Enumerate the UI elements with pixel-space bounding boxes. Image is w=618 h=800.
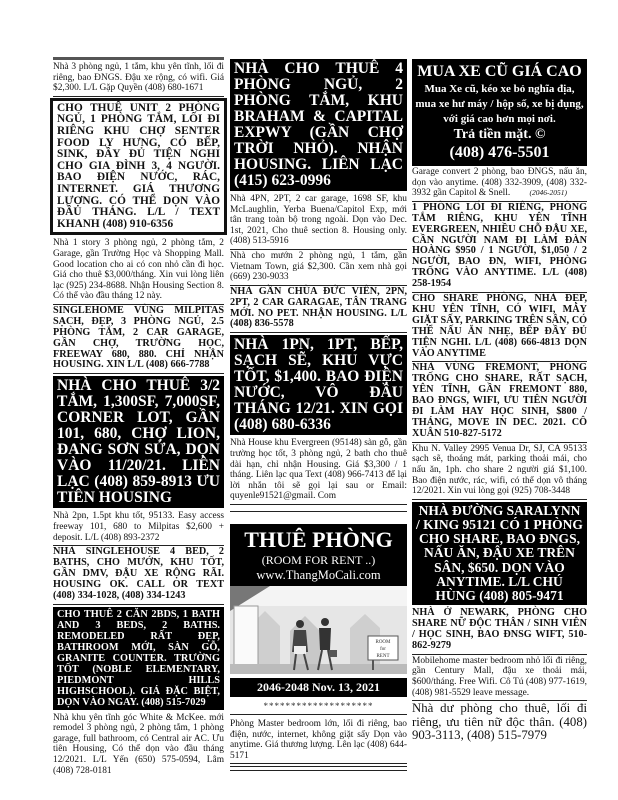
classified-ad: NHÀ SINGLEHOUSE 4 BED, 2 BATHS, CHO MƯỚN, KHU TỐT, GẦN DMV, ĐẬU XE RỘNG RÃI. HOUSING OK. CALL OR TEXT (408) 334-1028, (408) 334-1243 (53, 546, 224, 605)
classified-ad: Mobilehome master bedroom nhỏ lối đi riêng, gần Century Mall, đậu xe thoải mái, $600/tháng. Free Wifi. Cô Tú (408) 977-1619, (408) 981-5529 leave message. (412, 655, 587, 701)
classified-ad: CHO THUÊ UNIT 2 PHÒNG NGỦ, 1 PHÒNG TẮM, LỐI ĐI RIÊNG KHU CHỢ SENTER FOOD LY HƯNG, CÓ BẾP, SINK, ĐẦY ĐỦ TIỆN NGHI CHO GIA ĐÌNH 3, 4 NGƯỜI. BAO ĐIỆN NƯỚC, RÁC, INTERNET. GIÁ THƯƠNG LƯỢNG. CÓ THỂ DỌN VÀO ĐẦU THÁNG. L/L / TEXT KHANH (408) 910-6356 (50, 98, 227, 236)
classified-ad: 1 PHÒNG LỐI ĐI RIÊNG, PHÒNG TẮM RIÊNG, KHU YÊN TĨNH EVERGREEN, NHIỀU CHỖ ĐẬU XE, CẦN NGƯỜI NAM ĐI LÀM ĐÀN HOÀNG $950 / 1 NGƯỜI, $1,050 / 2 NGƯỜI, BAO ĐN, WIFI, PHÒNG TRỐNG VÀO ANYTIME. L/L (408) 258-1954 (412, 202, 587, 293)
classified-ad: CHO SHARE PHÒNG, NHÀ ĐẸP, KHU YÊN TĨNH, CÓ WIFI, MÁY GIẶT SẤY, PARKING TRÊN SÂN, CÓ THỂ NẤU ĂN NHẸ, BẾP ĐẦY ĐỦ TIỆN NGHI. L/L (408) 666-4813 DỌN VÀO ANYTIME (412, 293, 587, 362)
car-ad-phone: (408) 476-5501 (449, 144, 550, 161)
column-left (53, 57, 224, 778)
classified-ad: Nhà House khu Evergreen (95148) sàn gỗ, gần trường học tốt, 3 phòng ngủ, 2 bath cho thuê dài hạn, chỉ nhận Housing. Giá $3,300 / 1 tháng. Liên lạc qua Text (408) 966-7413 để lại lời nhắn tôi sẽ gọi lại sau or Email: quyenle91521@gmail. Com (230, 437, 407, 505)
classified-ad: NHÀ 1PN, 1PT, BẾP, SẠCH SẼ, KHU VỰC TỐT, $1,400. BAO ĐIỆN NƯỚC, VÔ ĐẦU THÁNG 12/21. XIN GỌI (408) 680-6336 (230, 335, 407, 435)
column-right (412, 57, 587, 745)
divider (53, 57, 224, 60)
classified-ad: NHÀ Ở NEWARK, PHÒNG CHO SHARE NỮ ĐỘC THÂN / SINH VIÊN / HỌC SINH, BAO ĐNSG WIFT, 510-862-9279 (412, 607, 587, 655)
classified-ad: Nhà dư phòng cho thuê, lối đi riêng, ưu tiên nữ độc thân. (408) 903-3113, (408) 515-7979 (412, 701, 587, 743)
double-divider (230, 766, 407, 771)
classified-ad: NHÀ ĐƯỜNG SARALYNN / KING 95121 CÓ 1 PHÒNG CHO SHARE, BAO ĐNGS, NẤU ĂN, ĐẬU XE TRÊN SÂN, $650. DỌN VÀO ANYTIME. L/L CHÚ HÙNG (408) 805-9471 (412, 502, 587, 605)
classified-ad: NHÀ CHO THUÊ 4 PHÒNG NGỦ, 2 PHÒNG TẮM, KHU BRAHAM & CAPITAL EXPWY (GẦN CHỢ TRỜI NHỎ). NHẬN HOUSING. LIÊN LẠC (415) 623-0996 (230, 59, 407, 191)
classified-ad: NHÀ CHO THUÊ 3/2 TẮM, 1,300SF, 7,000SF, CORNER LOT, GẦN 101, 680, CHỢ LION, ĐANG SƠN SỬA, DỌN VÀO 11/20/21. LIÊN LẠC (408) 859-8913 ƯU TIÊN HOUSING (53, 376, 224, 508)
classified-ad: Nhà cho mướn 2 phòng ngủ, 1 tắm, gần Vietnam Town, giá $2,300. Cần xem nhà gọi (669) 230-9033 (230, 250, 407, 286)
classified-ad: NHÀ GẦN CHÙA ĐỨC VIÊN, 2PN, 2PT, 2 CAR GARAGAE, TÂN TRANG MỚI. NO PET. NHẬN HOUSING. L/L (408) 836-5578 (230, 286, 407, 334)
column-middle (230, 57, 407, 771)
classified-ad: Khu N. Valley 2995 Venua Dr, SJ, CA 95133 sạch sẽ, thoáng mát, parking thoải mái, cho nấu ăn, 1ph. cho share 2 người giá $1,100. Bao điện nước, rác, wifi, có thể dọn vô tháng 12/2021. Xin vui lòng gọi (925) 708-3448 (412, 443, 587, 500)
room-for-rent-illustration (230, 586, 407, 674)
stars-divider: ******************** (230, 701, 407, 715)
car-buying-ad (412, 59, 587, 166)
classified-ad: Nhà khu yên tĩnh góc White & McKee. mới remodel 3 phòng ngủ, 2 phòng tắm, 1 phòng garage, full bathroom, có Central air AC. Ưu tiên Housing, Có thể dọn vào đầu tháng 12/2021. L/L Yến (650) 575-0594, Lâm (408) 728-0181 (53, 712, 224, 776)
classified-ad (412, 166, 587, 202)
classified-ad: SINGLEHOME VÙNG MILPITAS SẠCH, ĐẸP, 3 PHÒNG NGỦ, 2.5 PHÒNG TẮM, 2 CAR GARAGE, GẦN CHỢ, TRƯỜNG HỌC, FREEWAY 680, 880. CHỈ NHẬN HOUSING. XIN L/L (408) 666-7788 (53, 305, 224, 374)
divider (230, 511, 407, 512)
ad-text: Garage convert 2 phòng, bao ĐNGS, nấu ăn, dọn vào anytime. (408) 332-3909, (408) 332-3932 gần Capitol & Snell. (412, 167, 587, 199)
sign-text: for (380, 646, 386, 652)
ad-code: (2046-2051) (529, 188, 567, 198)
classified-ad: NHÀ VÙNG FREMONT, PHÒNG TRỐNG CHO SHARE, RẤT SẠCH, YÊN TĨNH, GẦN FREMONT 880, BAO ĐNGS, WIFI, ƯU TIÊN NGƯỜI ĐI LÀM HAY HỌC SINH, $800 / THÁNG, MOVE IN DEC. 2021. CÔ XUÂN 510-827-5172 (412, 362, 587, 442)
classified-ad: Nhà 4PN, 2PT, 2 car garage, 1698 SF, khu McLaughlin, Yerba Buena/Capitol Exp, mới tân trang toàn bộ trong ngoài. Dọn vào Dec. 1st, 2021, Cho thuê section 8. Housing only. (408) 513-5916 (230, 193, 407, 250)
car-ad-title: MUA XE CŨ GIÁ CAO (417, 63, 582, 80)
classified-ad: Nhà 2pn, 1.5pt khu tốt, 95133. Easy access freeway 101, 680 to Milpitas $2,600 + deposit. L/L (408) 893-2372 (53, 510, 224, 546)
promo-banner (230, 524, 407, 586)
classified-ad: Nhà 1 story 3 phòng ngủ, 2 phòng tắm, 2 Garage, gần Trường Học và Shopping Mall. Good location cho ai có con nhỏ cần đi học. Giá cho thuê $3,000/tháng. Xin vui lòng liên lạc (925) 234-8688. Nhận Housing Section 8. Có thể vào đầu tháng 12 này. (53, 237, 224, 305)
promo-title: THUÊ PHÒNG (244, 526, 393, 552)
promo-url[interactable]: www.ThangMoCali.com (256, 567, 381, 582)
car-ad-cash: Trả tiền mặt. © (453, 127, 546, 142)
classified-ad: CHO THUÊ 2 CĂN 2BDS, 1 BATH AND 3 BEDS, 2 BATHS. REMODELED RẤT ĐẸP, BATHROOM MỚI, SÀN GỖ, GRANITE COUNTER. TRƯỜNG TỐT (NOBLE ELEMENTARY, PIEDMONT HILLS HIGHSCHOOL). GIÁ ĐẶC BIỆT, DỌN VÀO NGAY. (408) 515-7029 (53, 607, 224, 710)
issue-date: 2046-2048 Nov. 13, 2021 (230, 678, 407, 697)
promo-subtitle: (ROOM FOR RENT ..) (261, 552, 376, 567)
classified-ad: Nhà 3 phòng ngủ, 1 tắm, khu yên tĩnh, lối đi riêng, bao ĐNGS. Đậu xe rộng, có wifi. Giá $2,300. L/L Gặp Quyền (408) 680-1671 (53, 61, 224, 97)
classified-ad: Phòng Master bedroom lớn, lối đi riêng, bao điện, nước, internet, không giặt sấy Dọn vào anytime. Giá thương lượng. Lên lạc (408) 644-5171 (230, 718, 407, 764)
car-ad-body: Mua Xe cũ, kéo xe bỏ nghĩa địa, mua xe hư máy / hộp số, xe bị đụng, với giá cao hơn mọi nơi. (415, 83, 584, 125)
promo-block (230, 524, 407, 715)
sign-text: ROOM (375, 639, 391, 645)
sign-text: RENT (376, 653, 390, 659)
